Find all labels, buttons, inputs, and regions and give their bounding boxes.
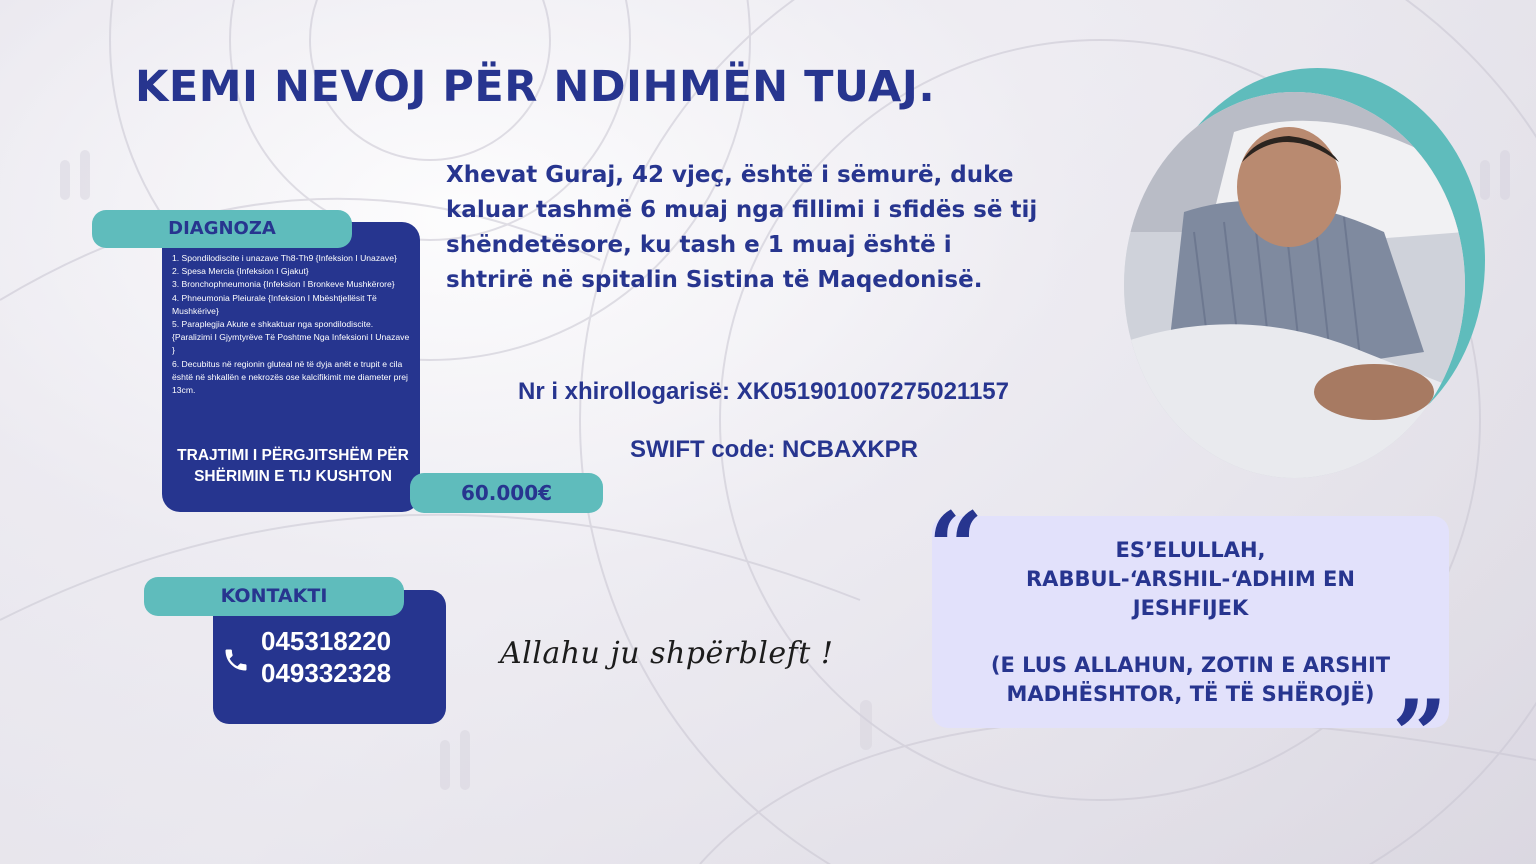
quote-line: JESHFIJEK — [1132, 596, 1249, 620]
diagnosis-card — [162, 222, 420, 512]
diagnosis-item: 3. Bronchophneumonia {Infeksion I Bronkeve Mushkërore} — [172, 279, 395, 290]
diagnosis-list — [172, 252, 412, 397]
diagnosis-item: 5. Paraplegjia Akute e shkaktuar nga spondilodiscite. {Paralizimi I Gjymtyrëve Të Poshtme Nga Infeksioni I Unazave } — [172, 319, 410, 356]
diagnosis-item: 4. Phneumonia Pleiurale {Infeksion I Mbështjellësit Të Mushkërive} — [172, 292, 377, 316]
blessing-text: Allahu ju shpërbleft ! — [500, 636, 834, 671]
quote-line: ES’ELULLAH, — [1115, 538, 1266, 562]
diagnosis-item: 6. Decubitus në regionin gluteal në të dyja anët e trupit e cila është në shkallën e nekrozës ose kalcifikimit me diameter prej 13cm. — [172, 358, 408, 396]
diagnosis-item: 2. Spesa Mercia {Infeksion I Gjakut} — [172, 266, 309, 277]
quote-line: MADHËSHTOR, TË TË SHËROJË) — [1006, 682, 1375, 706]
phone-numbers — [261, 625, 391, 689]
bank-account-number: Nr i xhirollogarisë: XK051901007275021157 — [518, 378, 1009, 405]
page-title: KEMI NEVOJ PËR NDIHMËN TUAJ. — [135, 62, 936, 112]
contact-heading: KONTAKTI — [144, 577, 404, 616]
treatment-cost-label: TRAJTIMI I PËRGJITSHËM PËR SHËRIMIN E TIJ KUSHTON — [177, 447, 409, 485]
patient-photo — [1124, 92, 1465, 478]
diagnosis-item: 1. Spondilodiscite i unazave Th8-Th9 {Infeksion I Unazave} — [172, 253, 397, 263]
quote-line: (E LUS ALLAHUN, ZOTIN E ARSHIT — [990, 653, 1391, 677]
phone-number-2[interactable]: 049332328 — [261, 658, 392, 688]
open-quote-icon: “ — [928, 491, 984, 604]
swift-code: SWIFT code: NCBAXKPR — [630, 436, 918, 463]
diagnosis-heading: DIAGNOZA — [92, 210, 352, 248]
close-quote-icon: ” — [1392, 679, 1448, 792]
phone-number-1[interactable]: 045318220 — [261, 626, 392, 656]
treatment-cost-amount: 60.000€ — [410, 473, 603, 513]
prayer-quote-box — [932, 516, 1449, 728]
phone-icon — [222, 646, 250, 674]
quote-line: RABBUL-‘ARSHIL-‘ADHIM EN — [1026, 567, 1355, 591]
patient-story: Xhevat Guraj, 42 vjeç, është i sëmurë, duke kaluar tashmë 6 muaj nga fillimi i sfidës së tij shëndetësore, ku tash e 1 muaj është i shtrirë në spitalin Sistina të Maqedonisë. — [446, 162, 1038, 293]
